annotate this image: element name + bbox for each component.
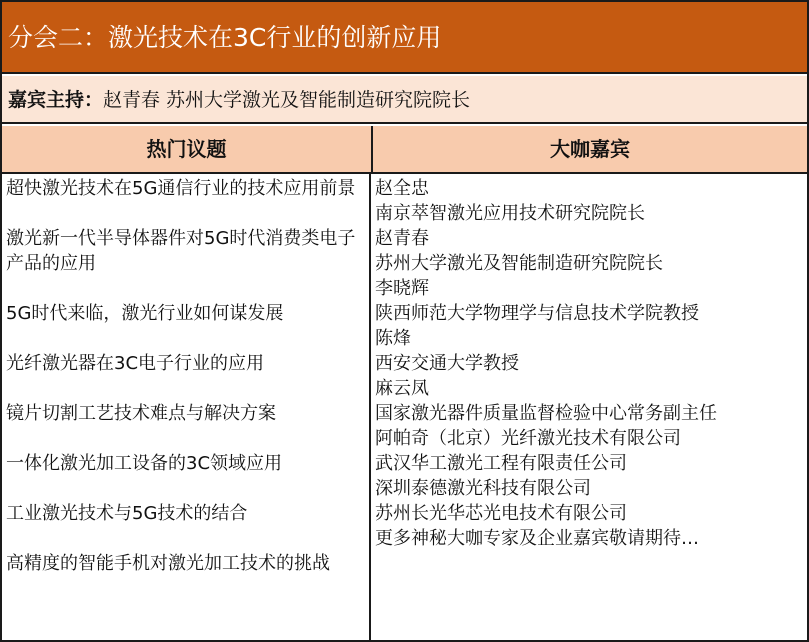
- topic-item: 高精度的智能手机对激光加工技术的挑战: [6, 553, 330, 574]
- guest-name: 麻云凤: [375, 378, 429, 399]
- company-item: 苏州长光华芯光电技术有限公司: [375, 503, 627, 524]
- guest-name: 李晓辉: [375, 278, 429, 299]
- more-guests-note: 更多神秘大咖专家及企业嘉宾敬请期待…: [375, 528, 699, 549]
- column-header-row: [2, 126, 807, 174]
- topics-column: [2, 174, 371, 640]
- host-text: 赵青春 苏州大学激光及智能制造研究院院长: [103, 89, 471, 111]
- topic-item: 光纤激光器在3C电子行业的应用: [6, 353, 265, 374]
- topic-item: 工业激光技术与5G技术的结合: [6, 503, 248, 524]
- guest-affiliation: 陕西师范大学物理学与信息技术学院教授: [375, 303, 699, 324]
- guest-name: 赵青春: [375, 228, 429, 249]
- guest-affiliation: 苏州大学激光及智能制造研究院院长: [375, 253, 663, 274]
- guest-name: 陈烽: [375, 328, 411, 349]
- company-item: 武汉华工激光工程有限责任公司: [375, 453, 627, 474]
- topic-item: 镜片切割工艺技术难点与解决方案: [6, 403, 276, 424]
- company-item: 阿帕奇（北京）光纤激光技术有限公司: [375, 428, 681, 449]
- guests-column: [371, 174, 805, 640]
- guests-header: 大咖嘉宾: [550, 137, 630, 161]
- topic-item: 一体化激光加工设备的3C领域应用: [6, 453, 283, 474]
- host-label: 嘉宾主持：: [8, 89, 104, 111]
- guest-affiliation: 南京萃智激光应用技术研究院院长: [375, 203, 645, 224]
- session-title: 分会二：激光技术在3C行业的创新应用: [2, 2, 807, 74]
- guest-affiliation: 西安交通大学教授: [375, 353, 519, 374]
- topic-item: 激光新一代半导体器件对5G时代消费类电子产品的应用: [6, 228, 356, 274]
- guest-name: 赵全忠: [375, 178, 429, 199]
- content-row: [2, 174, 807, 640]
- topics-header: 热门议题: [2, 126, 373, 172]
- guest-affiliation: 国家激光器件质量监督检验中心常务副主任: [375, 403, 717, 424]
- company-item: 深圳泰德激光科技有限公司: [375, 478, 591, 499]
- host-row: [2, 76, 807, 124]
- topic-item: 5G时代来临，激光行业如何谋发展: [6, 303, 284, 324]
- topic-item: 超快激光技术在5G通信行业的技术应用前景: [6, 178, 356, 199]
